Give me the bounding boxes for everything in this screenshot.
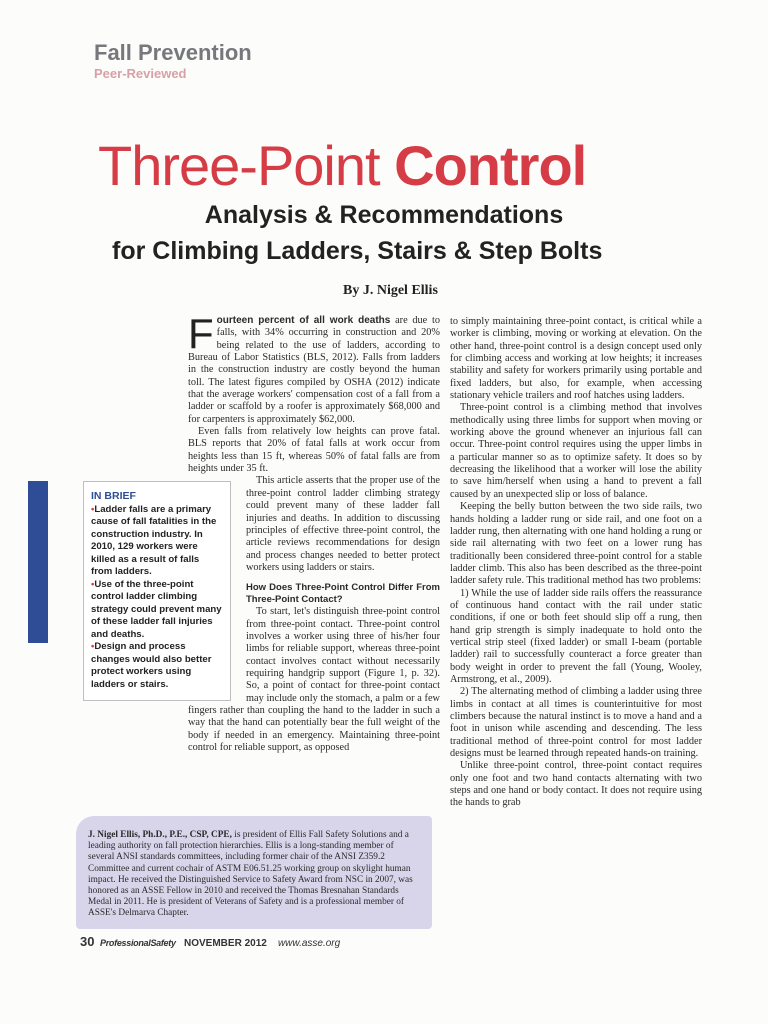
in-brief-heading: IN BRIEF bbox=[91, 490, 136, 502]
author-bio-text: is president of Ellis Fall Safety Solutions and a leading authority on fall protection hierarchies. Ellis is a long-standing member of several ANSI standards committees, including former chair of the ANSI Z359.2 Committee and current cochair of ASTM E06.51.25 working group on skylight human impact. He received the Distinguished Service to Safety Award from NSC in 2007, was honored as an ASSE Fellow in 2010 and received the Thomas Bresnahan Standards Medal in 2011. He is president of Veterans of Safety and is a professional member of ASSE's Delmarva Chapter. bbox=[88, 830, 413, 919]
subtitle-line-1: Analysis & Recommendations bbox=[204, 201, 564, 229]
in-brief-item: •Design and process changes would also better protect workers using ladders or stairs. bbox=[91, 641, 212, 690]
section-subhead: How Does Three-Point Control Differ From Three-Point Contact? bbox=[246, 582, 440, 606]
title-light: Three-Point bbox=[98, 134, 395, 197]
paragraph-lead bbox=[188, 310, 441, 426]
subtitle-line-2: for Climbing Ladders, Stairs & Step Bolts bbox=[112, 237, 603, 265]
lead-bold: ourteen percent of all work deaths bbox=[216, 315, 391, 326]
paragraph: To start, let's distinguish three-point control from three-point contact. Three-point control involves a worker using three of his/her four limbs for reliable support, whereas three-point contact involves contact without necessarily requiring handgrip support (Figure 1, p. 32). So, a point of contact for three-point contact may include only the stomach, a palm or a few fingers rather than coupling the hand to the ladder in such a way that the hand can potentially bear the full weight of the body if needed in an emergency. Maintaining three-point control for reliable support, as opposed bbox=[188, 606, 440, 753]
bullet-icon: • bbox=[91, 641, 95, 652]
paragraph: 2) The alternating method of climbing a ladder using three limbs in contact at all times is counterintuitive for most climbers because the natural instinct is to move a hand and a foot in unison while ascending and descending. The less traditional method of three-point control for most ladder designs must be learned through repeated hands-on training. bbox=[450, 686, 702, 760]
byline: By J. Nigel Ellis bbox=[343, 283, 438, 298]
article-title bbox=[98, 134, 586, 198]
drop-cap: F bbox=[188, 310, 214, 357]
paragraph: 1) While the use of ladder side rails offers the reassurance of continuous hand contact with the rail under static conditions, if one or both feet should slip off a rung, then hand grip strength is simply inadequate to hold onto the vertical strip steel (fixed ladder) or small I-beam (portable ladder) rail to successfully counteract a force greater than body weight in order to prevent the fall (Young, Wooley, Armstrong, et al., 2009). bbox=[450, 587, 702, 685]
paragraph: Unlike three-point control, three-point contact requires only one foot and two hand contacts alternating with two steps and one hand or body contact. It does not require using the hands to grab bbox=[450, 760, 702, 809]
in-brief-item: •Use of the three-point control ladder climbing strategy could prevent many of these ladder fall injuries and deaths. bbox=[91, 578, 222, 640]
website-link[interactable]: www.asse.org bbox=[277, 938, 341, 949]
author-name: J. Nigel Ellis, Ph.D., P.E., CSP, CPE, bbox=[88, 830, 232, 840]
paragraph: This article asserts that the proper use of the three-point control ladder climbing strategy could prevent many of these ladder fall injuries and deaths. In addition to discussing principles of effective three-point control, the article reviews recommendations for design and process changes needed to better protect workers using ladders or stairs. bbox=[246, 475, 440, 573]
paragraph: Three-point control is a climbing method that involves methodically using three limbs for support when moving or working above the ground whenever an injurious fall can occur. Three-point control requires using the upper limbs in a particular manner so as to optimize safety. It does so by decreasing the likelihood that a worker will lose the ability to save him/herself when using a hand to prevent a fall caused by an unexpected slip or loss of balance. bbox=[450, 402, 702, 500]
lead-text: are due to falls, with 34% occurring in construction and 20% being related to the use of ladders, according to Bureau of Labor Statistics (BLS, 2012). Falls from ladders in the construction industry are costly beyond the human toll. The latest figures compiled by OSHA (2012) indicate that the average workers' compensation cost of a fall from a ladder or scaffold by a roofer is approximately $68,000 and for carpenters is approximately $62,000. bbox=[188, 315, 441, 425]
peer-reviewed-label: Peer-Reviewed bbox=[94, 66, 187, 81]
paragraph: to simply maintaining three-point contact, is critical while a worker is climbing, moving or working at elevation. On the other hand, three-point control is a design concept used only for climbing access and working at low heights; it increases stability and safety for workers primarily using portable and fixed ladders, but also, for example, when accessing stationary vehicle trailers and roof hatches using ladders. bbox=[450, 316, 702, 402]
paragraph: Even falls from relatively low heights can prove fatal. BLS reports that 20% of fatal falls at work occur from heights less than 15 ft, whereas 50% of fatal falls are from heights under 35 ft. bbox=[188, 426, 440, 475]
author-bio-box bbox=[76, 816, 432, 929]
in-brief-item: •Ladder falls are a primary cause of fall fatalities in the construction industry. In 2010, 129 workers were killed as a result of falls from ladders. bbox=[91, 503, 217, 577]
title-bold: Control bbox=[394, 134, 587, 197]
page-number: 30 bbox=[80, 934, 95, 949]
section-title: Fall Prevention bbox=[94, 40, 252, 65]
article-column-2 bbox=[450, 316, 702, 926]
in-brief-box bbox=[83, 481, 231, 701]
page-footer bbox=[80, 934, 340, 949]
magazine-name: ProfessionalSafety bbox=[100, 938, 176, 948]
bullet-icon: • bbox=[91, 503, 95, 515]
paragraph: Keeping the belly button between the two side rails, two hands holding a ladder rung or side rail, and one foot on a ladder rung, then alternating with one hand holding a rung or side rail alternating with two feet on a lower rung has traditionally been considered three-point control for a stable ladder climb. This also has been described as the three-point ladder safety rule. This traditional method has two problems: bbox=[450, 501, 702, 587]
in-brief-accent-bar bbox=[28, 481, 48, 643]
bullet-icon: • bbox=[91, 578, 95, 590]
issue-date: NOVEMBER 2012 bbox=[184, 938, 267, 949]
